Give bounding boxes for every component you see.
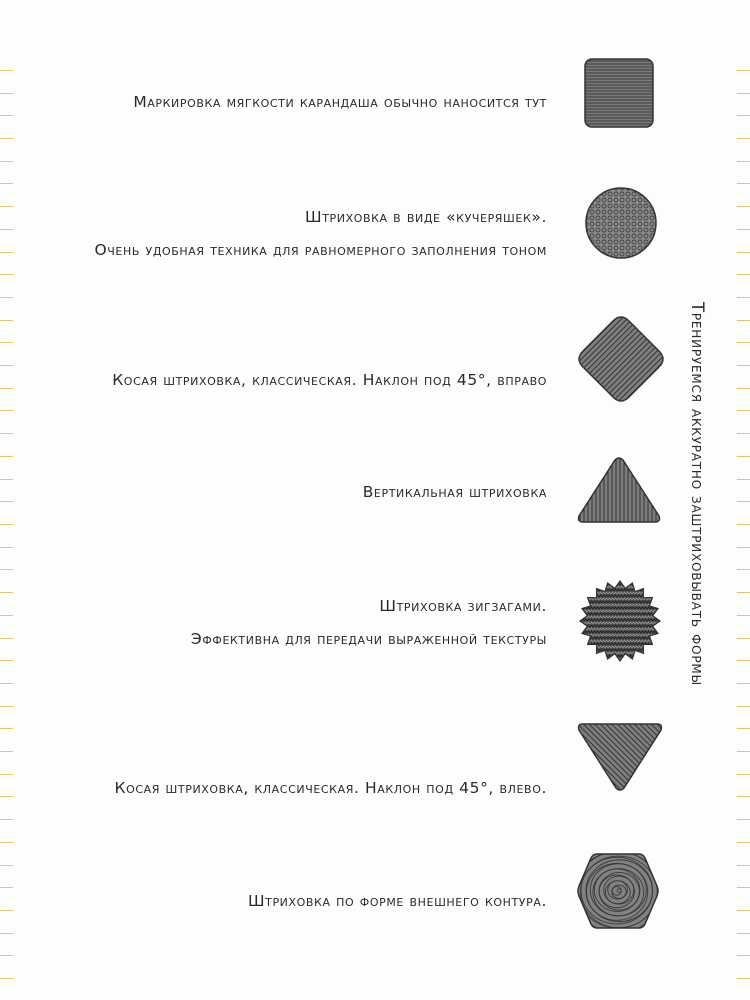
margin-tick [737, 138, 750, 139]
margin-tick [0, 728, 13, 729]
margin-tick [737, 115, 750, 116]
caption-line: Штриховка по форме внешнего контура. [247, 892, 547, 910]
margin-tick [0, 842, 13, 843]
caption-5 [191, 590, 547, 656]
margin-tick [0, 206, 13, 207]
hatched-square-shape [583, 57, 655, 129]
caption-line: Штриховка в виде «кучеряшек». [305, 208, 547, 226]
margin-tick [0, 410, 13, 411]
margin-tick [0, 183, 13, 184]
caption-line: Вертикальная штриховка [362, 483, 547, 501]
margin-tick [0, 93, 13, 94]
margin-tick [737, 933, 750, 934]
margin-tick [737, 819, 750, 820]
vertical-hatched-triangle-shape [575, 454, 663, 526]
left-margin-ticks [0, 0, 20, 1000]
margin-tick [0, 615, 13, 616]
margin-tick [737, 433, 750, 434]
margin-tick [737, 479, 750, 480]
margin-tick [0, 161, 13, 162]
caption-7 [248, 885, 547, 918]
margin-tick [737, 592, 750, 593]
margin-tick [0, 274, 13, 275]
margin-tick [0, 229, 13, 230]
margin-tick [0, 342, 13, 343]
caption-3 [112, 364, 547, 397]
margin-tick [737, 297, 750, 298]
margin-tick [737, 252, 750, 253]
margin-tick [737, 456, 750, 457]
caption-2 [94, 201, 547, 267]
caption-line: Штриховка зигзагами. [379, 597, 547, 615]
margin-tick [737, 569, 750, 570]
margin-tick [0, 365, 13, 366]
margin-tick [737, 229, 750, 230]
margin-tick [737, 638, 750, 639]
right-margin-ticks [730, 0, 750, 1000]
margin-tick [737, 842, 750, 843]
margin-tick [737, 728, 750, 729]
margin-tick [0, 547, 13, 548]
margin-tick [737, 615, 750, 616]
margin-tick [0, 638, 13, 639]
margin-tick [0, 796, 13, 797]
margin-tick [737, 865, 750, 866]
margin-tick [0, 683, 13, 684]
margin-tick [0, 887, 13, 888]
margin-tick [0, 252, 13, 253]
margin-tick [0, 138, 13, 139]
margin-tick [0, 320, 13, 321]
margin-tick [737, 93, 750, 94]
margin-tick [737, 501, 750, 502]
margin-tick [737, 683, 750, 684]
margin-tick [737, 978, 750, 979]
caption-line: Косая штриховка, классическая. Наклон под 45°, влево. [114, 779, 547, 797]
margin-tick [737, 320, 750, 321]
margin-tick [737, 706, 750, 707]
margin-tick [0, 456, 13, 457]
caption-line: Косая штриховка, классическая. Наклон под 45°, вправо [112, 371, 547, 389]
caption-1 [133, 86, 547, 119]
margin-tick [737, 206, 750, 207]
margin-tick [737, 161, 750, 162]
margin-tick [737, 388, 750, 389]
margin-tick [0, 978, 13, 979]
contour-hatched-hexagon-shape [575, 848, 661, 934]
margin-tick [0, 910, 13, 911]
margin-tick [0, 115, 13, 116]
margin-tick [0, 524, 13, 525]
caption-line: Эффективна для передачи выраженной текстуры [190, 630, 547, 648]
margin-tick [0, 819, 13, 820]
margin-tick [0, 501, 13, 502]
curl-hatched-circle-shape [583, 185, 659, 261]
margin-tick [0, 70, 13, 71]
margin-tick [0, 955, 13, 956]
margin-tick [0, 751, 13, 752]
margin-tick [737, 660, 750, 661]
margin-tick [737, 70, 750, 71]
margin-tick [737, 410, 750, 411]
margin-tick [737, 796, 750, 797]
margin-tick [737, 910, 750, 911]
caption-line: Очень удобная техника для равномерного заполнения тоном [94, 241, 547, 259]
margin-tick [0, 297, 13, 298]
margin-tick [737, 774, 750, 775]
margin-tick [737, 751, 750, 752]
margin-tick [0, 774, 13, 775]
margin-tick [0, 433, 13, 434]
zigzag-hatched-star-shape [578, 579, 662, 663]
margin-tick [0, 706, 13, 707]
margin-tick [737, 547, 750, 548]
caption-line: Маркировка мягкости карандаша обычно наносится тут [133, 93, 547, 111]
margin-tick [0, 865, 13, 866]
margin-tick [737, 365, 750, 366]
margin-tick [0, 569, 13, 570]
caption-6 [114, 772, 547, 805]
margin-tick [0, 388, 13, 389]
margin-tick [0, 592, 13, 593]
margin-tick [737, 274, 750, 275]
margin-tick [0, 479, 13, 480]
margin-tick [737, 887, 750, 888]
margin-tick [737, 955, 750, 956]
diagonal-hatched-inverted-triangle-shape [575, 720, 665, 794]
sidebar-title: Тренируемся аккуратно заштриховывать формы [688, 302, 707, 686]
margin-tick [0, 933, 13, 934]
caption-4 [363, 476, 547, 509]
margin-tick [737, 342, 750, 343]
margin-tick [737, 524, 750, 525]
margin-tick [0, 660, 13, 661]
diagonal-hatched-diamond-shape [575, 313, 667, 405]
margin-tick [737, 183, 750, 184]
